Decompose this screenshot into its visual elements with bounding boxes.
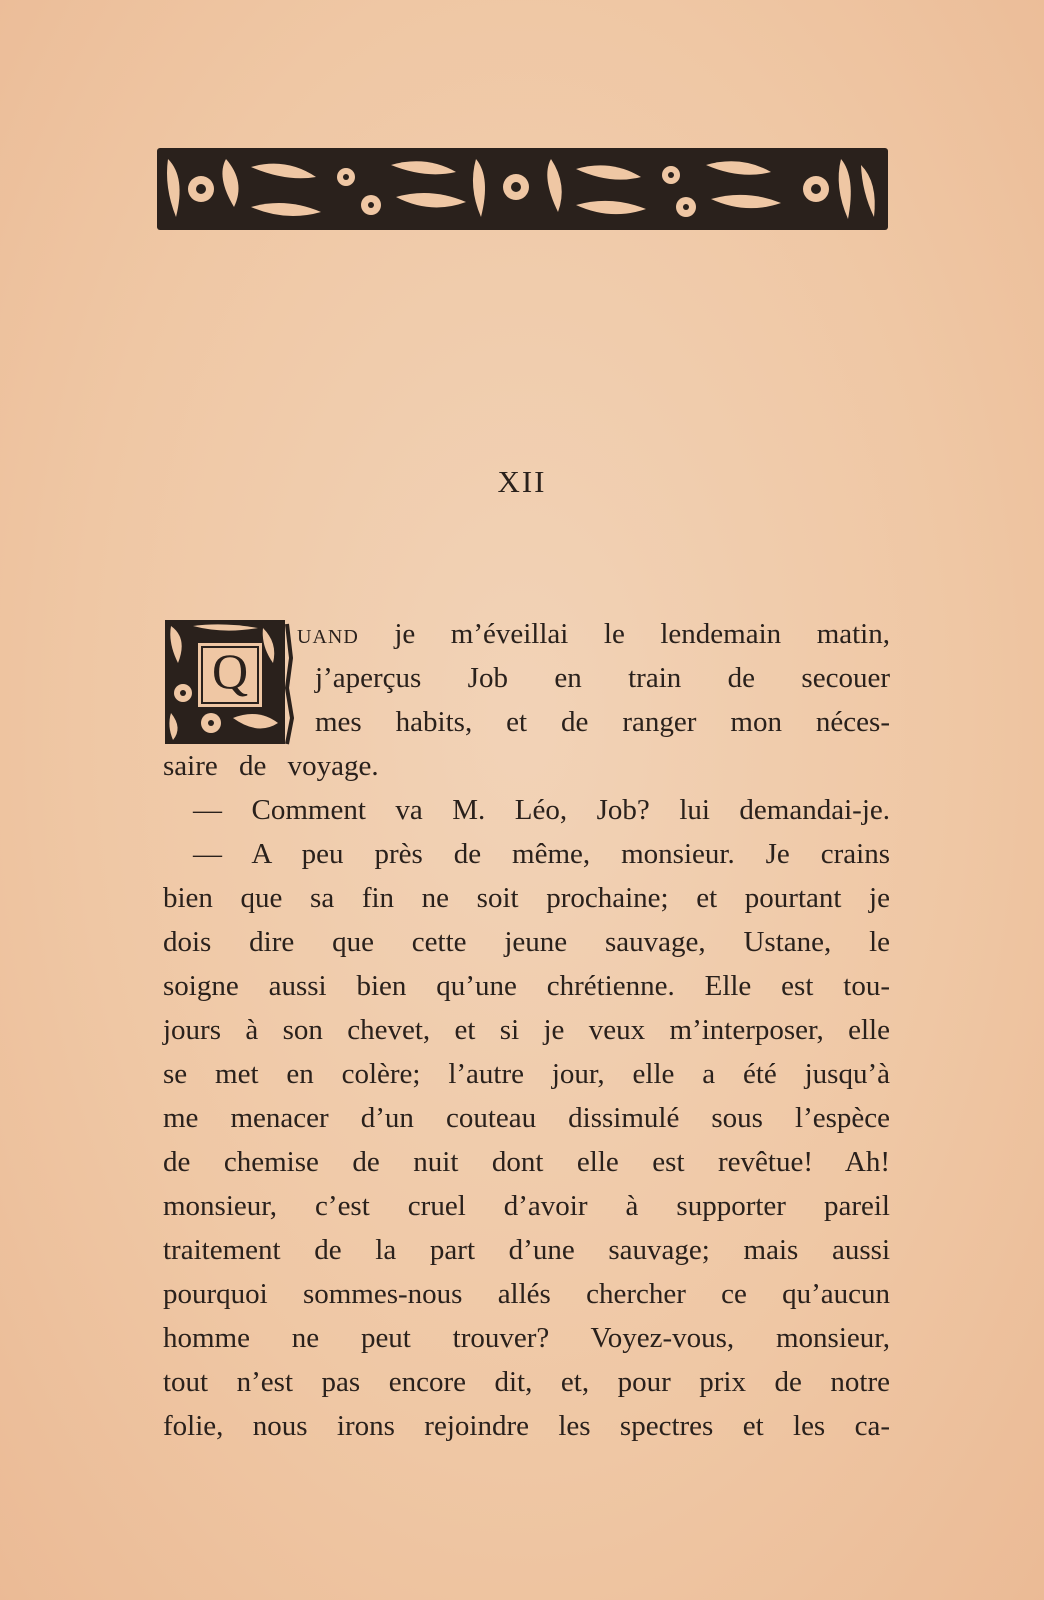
floral-band-ornament-icon	[156, 147, 889, 231]
text-line: j’aperçus Job en train de secouer	[315, 662, 890, 694]
smallcaps-lead: uand	[297, 618, 359, 650]
text-line: jours à son chevet, et si je veux m’interposer, elle	[163, 1014, 890, 1046]
text-line: — Comment va M. Léo, Job? lui demandai-je.	[193, 794, 890, 826]
text-line: homme ne peut trouver? Voyez-vous, monsieur,	[163, 1322, 890, 1354]
text-line-rest: je m’éveillai le lendemain matin,	[358, 618, 890, 650]
text-line: me menacer d’un couteau dissimulé sous l’espèce	[163, 1102, 890, 1134]
text-line: saire de voyage.	[163, 750, 379, 782]
text-line: dois dire que cette jeune sauvage, Ustane, le	[163, 926, 890, 958]
text-line: folie, nous irons rejoindre les spectres et les ca-	[163, 1410, 890, 1442]
text-line: mes habits, et de ranger mon néces-	[315, 706, 890, 738]
text-line: traitement de la part d’une sauvage; mais aussi	[163, 1234, 890, 1266]
text-line: de chemise de nuit dont elle est revêtue! Ah!	[163, 1146, 890, 1178]
text-line	[163, 612, 890, 656]
drop-cap-letter: Q	[211, 643, 249, 699]
body-text	[163, 612, 890, 1448]
text-line: tout n’est pas encore dit, et, pour prix de notre	[163, 1366, 890, 1398]
text-line: — A peu près de même, monsieur. Je crains	[193, 838, 890, 870]
text-line: pourquoi sommes-nous allés chercher ce qu’aucun	[163, 1278, 890, 1310]
text-line: se met en colère; l’autre jour, elle a été jusqu’à	[163, 1058, 890, 1090]
text-line: bien que sa fin ne soit prochaine; et pourtant je	[163, 882, 890, 914]
chapter-number: XII	[497, 464, 547, 499]
text-line: monsieur, c’est cruel d’avoir à supporter pareil	[163, 1190, 890, 1222]
text-line: soigne aussi bien qu’une chrétienne. Elle est tou-	[163, 970, 890, 1002]
